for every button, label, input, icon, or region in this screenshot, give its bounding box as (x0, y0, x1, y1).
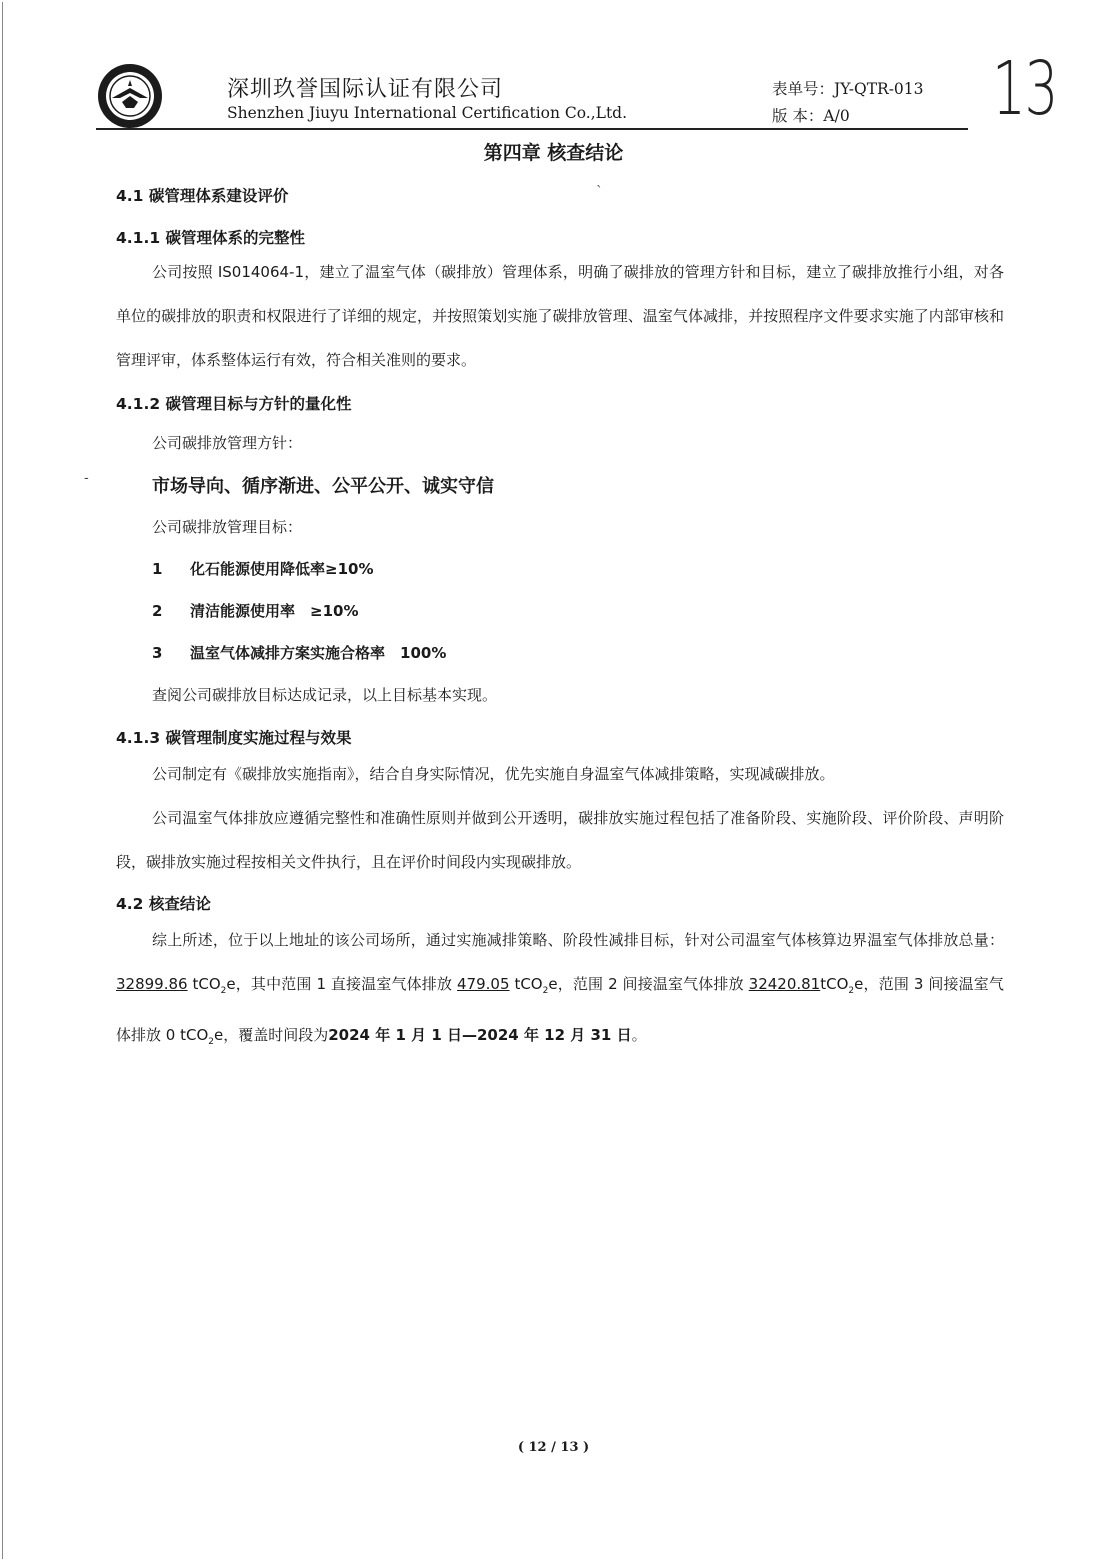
version: 版 本：A/0 (772, 107, 850, 125)
paragraph-4-1-3-a: 公司制定有《碳排放实施指南》，结合自身实际情况，优先实施自身温室气体减排策略，实现减碳排放。 (152, 765, 835, 783)
policy-label: 公司碳排放管理方针： (152, 434, 303, 452)
company-name-cn: 深圳玖誉国际认证有限公司 (227, 77, 504, 102)
document-header (96, 62, 968, 130)
coverage-period: 2024 年 1 月 1 日—2024 年 12 月 31 日 (328, 1026, 632, 1044)
conclusion-paragraph: 综上所述，位于以上地址的该公司场所，通过实施减排策略、阶段性减排目标，针对公司温室气体核算边界温室气体排放总量：32899.86 tCO$_2$e，其中范围 1 直接温室气体排放 479.05 tCO$_2$e，范围 2 间接温室气体排放 32420.81tCO$_2$e，范围 3 间接温室气体排放 0 tCO$_2$e，覆盖时间段为2024 年 1 月 1 日—2024 年 12 月 31 日。 (116, 931, 1004, 1047)
goals-label: 公司碳排放管理目标： (152, 518, 303, 536)
section-heading-4-1-1: 4.1.1 碳管理体系的完整性 (116, 229, 306, 247)
page-stamp-number: 13 (992, 46, 1057, 132)
form-number: 表单号：JY-QTR-013 (772, 80, 924, 98)
section-heading-4-1-3: 4.1.3 碳管理制度实施过程与效果 (116, 729, 352, 747)
scope1-emissions: 479.05 (457, 975, 510, 993)
company-seal-logo (96, 62, 164, 130)
goal-item: 3 温室气体减排方案实施合格率 100% (152, 644, 447, 662)
scan-mark: ` (596, 184, 603, 200)
section-heading-4-1-2: 4.1.2 碳管理目标与方针的量化性 (116, 395, 352, 413)
section-heading-4-2: 4.2 核查结论 (116, 895, 211, 913)
company-name-en: Shenzhen Jiuyu International Certification Co.,Ltd. (227, 104, 628, 122)
policy-motto: 市场导向、循序渐进、公平公开、诚实守信 (152, 476, 494, 497)
scan-mark: - (84, 470, 89, 486)
paragraph-4-1-3-b: 公司温室气体排放应遵循完整性和准确性原则并做到公开透明，碳排放实施过程包括了准备阶段、实施阶段、评价阶段、声明阶段，碳排放实施过程按相关文件执行，且在评价时间段内实现碳排放。 (116, 809, 1004, 871)
total-emissions: 32899.86 (116, 975, 188, 993)
section-heading-4-1: 4.1 碳管理体系建设评价 (116, 187, 289, 205)
goal-item: 1 化石能源使用降低率≥10% (152, 560, 374, 578)
scope2-emissions: 32420.81 (748, 975, 821, 993)
goal-item: 2 清洁能源使用率 ≥10% (152, 602, 359, 620)
chapter-title: 第四章 核查结论 (483, 142, 624, 164)
page-number: ( 12 / 13 ) (517, 1440, 590, 1455)
paragraph-4-1-1: 公司按照 IS014064-1，建立了温室气体（碳排放）管理体系，明确了碳排放的管理方针和目标，建立了碳排放推行小组，对各单位的碳排放的职责和权限进行了详细的规定，并按照策划实施了碳排放管理、温室气体减排，并按照程序文件要求实施了内部审核和管理评审，体系整体运行有效，符合相关准则的要求。 (116, 263, 1004, 369)
goal-check: 查阅公司碳排放目标达成记录，以上目标基本实现。 (152, 686, 498, 704)
